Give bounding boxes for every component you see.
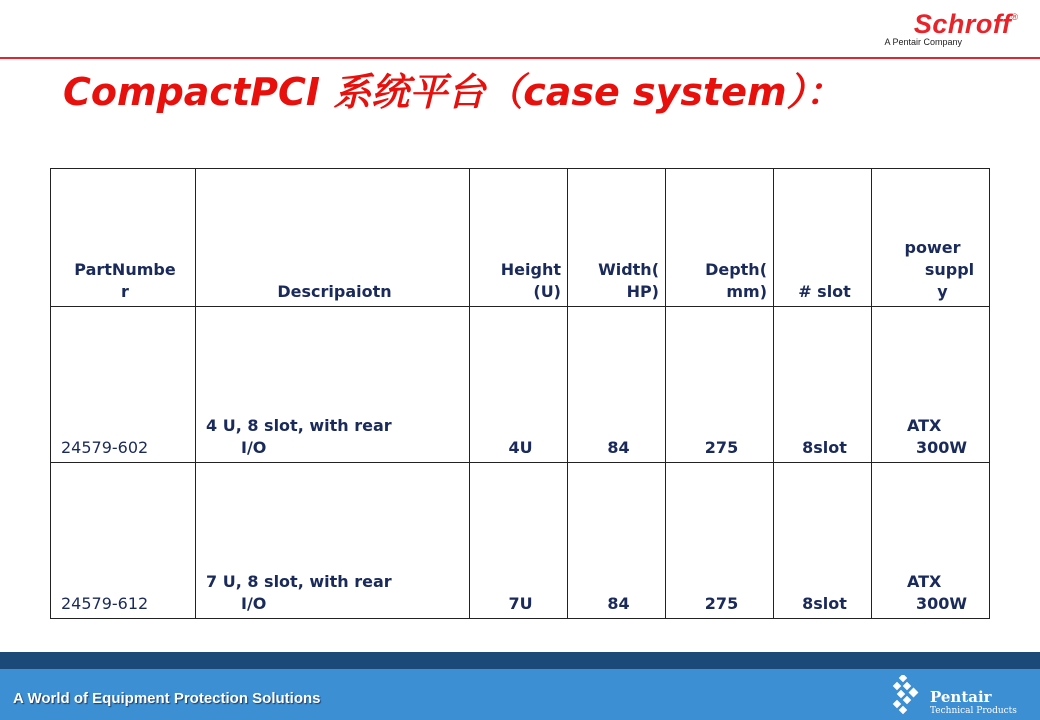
cell-height: 7U [470, 463, 568, 619]
registered-mark: ® [1011, 12, 1018, 22]
cell-height: 4U [470, 307, 568, 463]
footer-band-dark [0, 652, 1040, 669]
logo-subtitle: A Pentair Company [884, 37, 962, 47]
table-row [51, 463, 990, 619]
cell-part-number: 24579-602 [51, 307, 196, 463]
pentair-logo [890, 673, 1035, 717]
header-depth: Depth( mm) [666, 169, 774, 307]
schroff-logo [848, 10, 1018, 50]
cell-depth: 275 [666, 463, 774, 619]
cell-part-number: 24579-612 [51, 463, 196, 619]
header-description: Descripaiotn [196, 169, 470, 307]
cell-description: 4 U, 8 slot, with rear I/O [196, 307, 470, 463]
header-divider [0, 57, 1040, 59]
cell-depth: 275 [666, 307, 774, 463]
header-width: Width( HP) [568, 169, 666, 307]
header-slot: # slot [774, 169, 872, 307]
header-power-supply: power suppl y [872, 169, 990, 307]
spec-table [50, 168, 990, 619]
footer-tagline: A World of Equipment Protection Solutions [13, 690, 321, 707]
cell-slot: 8slot [774, 307, 872, 463]
pentair-logo-icon [890, 675, 926, 715]
header-height: Height (U) [470, 169, 568, 307]
header-part-number: PartNumbe r [51, 169, 196, 307]
cell-width: 84 [568, 307, 666, 463]
cell-power-supply: ATX 300W [872, 307, 990, 463]
cell-slot: 8slot [774, 463, 872, 619]
cell-description: 7 U, 8 slot, with rear I/O [196, 463, 470, 619]
page-title: CompactPCI 系统平台（case system）： [63, 70, 844, 114]
table-row [51, 307, 990, 463]
pentair-name: Pentair [930, 688, 992, 706]
logo-wordmark: Schroff [913, 9, 1012, 39]
cell-width: 84 [568, 463, 666, 619]
table-header-row [51, 169, 990, 307]
cell-power-supply: ATX 300W [872, 463, 990, 619]
pentair-subtitle: Technical Products [930, 706, 1017, 716]
